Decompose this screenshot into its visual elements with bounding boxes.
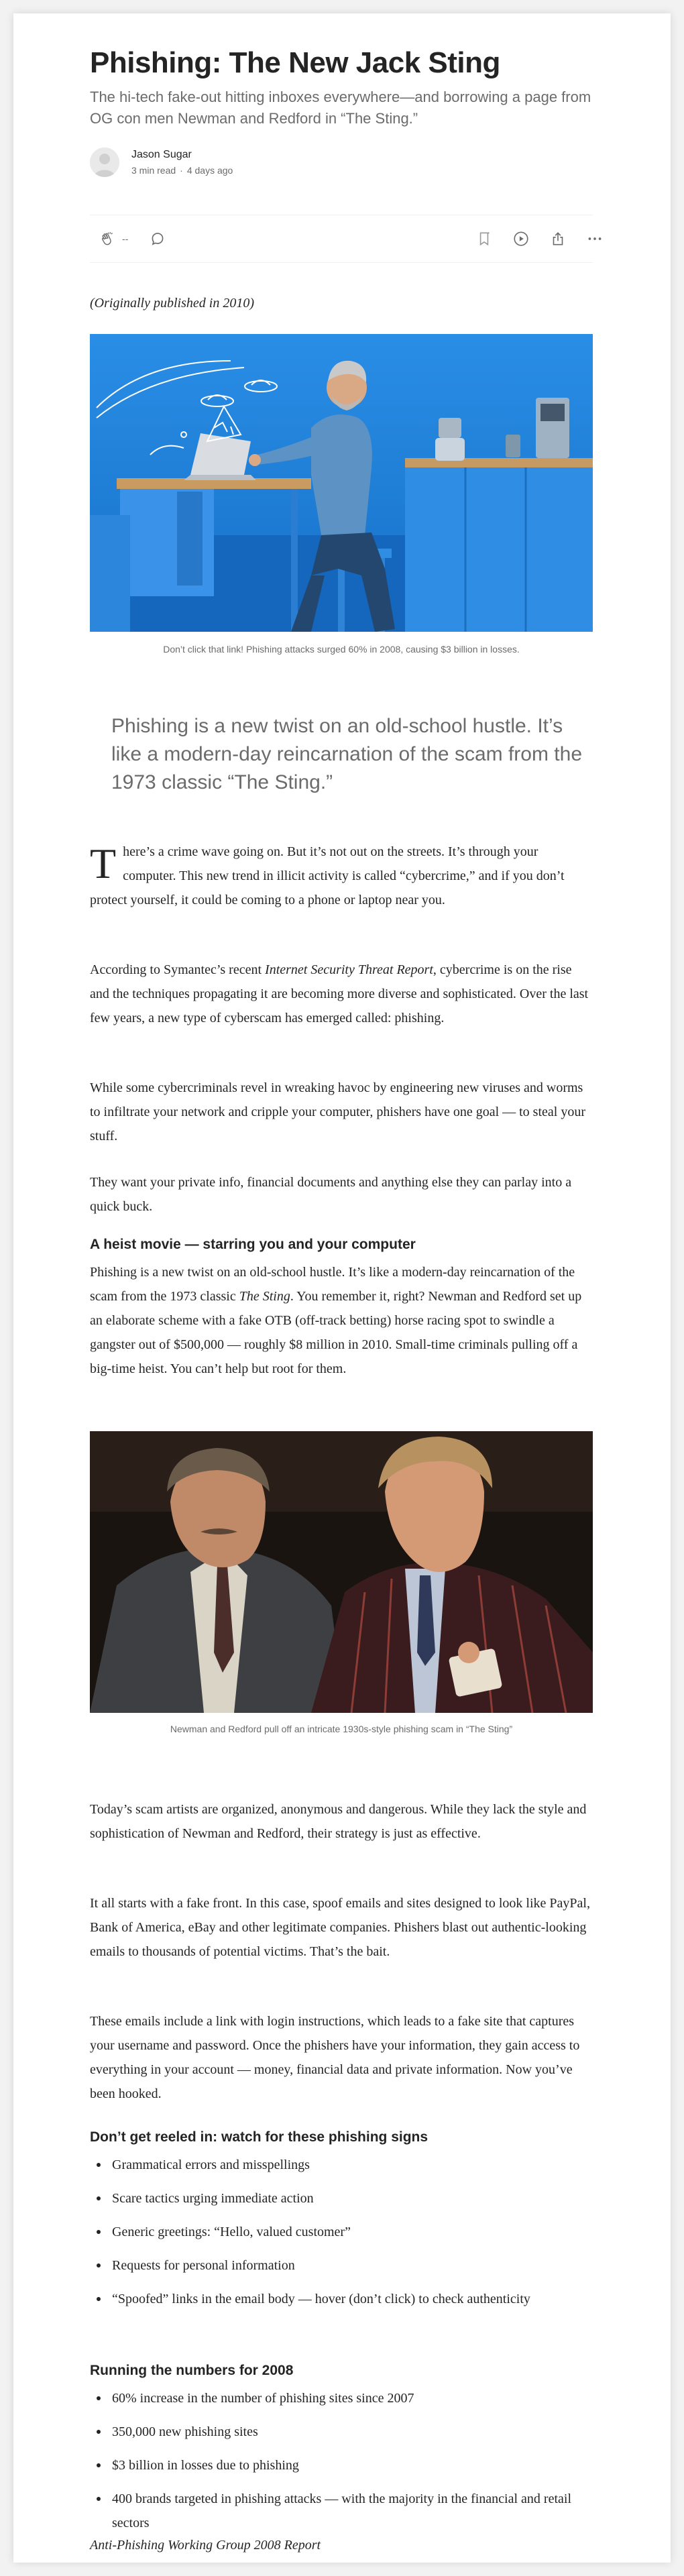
source-citation: Anti-Phishing Working Group 2008 Report — [90, 2538, 321, 2553]
author-block — [90, 148, 593, 185]
sting-image — [90, 1431, 593, 1713]
paragraph-symantec-text-2: , cybercrime is on the rise and the techniques propagating it are becoming more diverse and sophisticated. Over the last few years, a new type of cyberscam has emerged called: phishing. — [90, 962, 589, 1025]
newman-redford-photo — [90, 1431, 593, 1713]
phishing-signs-list — [90, 2153, 593, 2311]
comment-icon — [149, 230, 166, 247]
paragraph-the-sting-text-2: . You remember it, right? Newman and Redford set up an elaborate scheme with a fake OTB (off-track betting) horse racing spot to swindle a gangster out of $500,000 — roughly $8 million in 2010. Small-time criminals pulling off a big-time heist. You can’t help but root for them. — [90, 1289, 582, 1376]
movie-title: The Sting — [239, 1289, 290, 1304]
more-options-button[interactable] — [586, 229, 604, 249]
share-button[interactable] — [549, 229, 567, 249]
list-item: 400 brands targeted in phishing attacks — with the majority in the financial and retail sectors — [90, 2487, 593, 2535]
paragraph-symantec — [90, 958, 593, 1030]
paragraph-cybercriminals: While some cybercriminals revel in wreaking havoc by engineering new viruses and worms to infiltrate your network and cripple your computer, phishers have one goal — to steal your stuff. — [90, 1080, 585, 1143]
share-icon — [549, 230, 567, 247]
publication-note: (Originally published in 2010) — [90, 296, 254, 311]
author-name[interactable]: Jason Sugar — [131, 149, 192, 160]
hero-image-caption: Don’t click that link! Phishing attacks surged 60% in 2008, causing $3 billion in losses. — [163, 644, 520, 655]
list-item: Scare tactics urging immediate action — [90, 2186, 593, 2210]
list-item: “Spoofed” links in the email body — hover (don’t click) to check authenticity — [90, 2287, 593, 2311]
hero-image — [90, 334, 593, 632]
report-title: Internet Security Threat Report — [265, 962, 433, 977]
drop-cap: T — [90, 840, 117, 887]
play-circle-icon — [512, 230, 530, 247]
comment-button[interactable] — [149, 229, 166, 249]
action-bar — [90, 215, 593, 263]
paragraph-intro-text: here’s a crime wave going on. But it’s not out on the streets. It’s through your computer. This new trend in illicit activity is called “cybercrime,” and if you don’t protect yourself, it could be coming to a phone or laptop near you. — [90, 844, 565, 907]
article-title: Phishing: The New Jack Sting — [90, 46, 500, 79]
paragraph-the-sting-text: Phishing is a new twist on an old-school hustle. It’s like a modern-day reincarnation of the scam from the 1973 classic — [90, 1265, 575, 1304]
article-page — [13, 13, 671, 2563]
bookmark-button[interactable] — [475, 229, 493, 249]
list-item: Grammatical errors and misspellings — [90, 2153, 593, 2177]
author-avatar[interactable] — [90, 148, 119, 177]
heading-running-numbers: Running the numbers for 2008 — [90, 2363, 294, 2378]
phishing-stats-list — [90, 2386, 593, 2535]
publish-date: 4 days ago — [186, 165, 233, 176]
pull-quote: Phishing is a new twist on an old-school hustle. It’s like a modern-day reincarnation of the scam from the 1973 classic “The Sting.” — [111, 715, 582, 793]
heading-heist-movie: A heist movie — starring you and your computer — [90, 1237, 416, 1252]
paragraph-private-info: They want your private info, financial documents and anything else they can parlay into a quick buck. — [90, 1175, 572, 1214]
clap-button[interactable] — [99, 229, 128, 249]
list-item: $3 billion in losses due to phishing — [90, 2453, 593, 2477]
author-meta — [131, 165, 233, 176]
paragraph-symantec-text: According to Symantec’s recent — [90, 962, 266, 977]
paragraph-hooked: These emails include a link with login instructions, which leads to a fake site that captures your username and password. Once the phishers have your information, they gain access to everything in your account — money, financial data and private information. Now you’ve been hooked. — [90, 2014, 580, 2101]
paragraph-fake-front: It all starts with a fake front. In this case, spoof emails and sites designed to look like PayPal, Bank of America, eBay and other legitimate companies. Phishers blast out authentic-looking emails to thousands of potential victims. That’s the bait. — [90, 1896, 590, 1959]
blue-kitchen-photo — [90, 334, 593, 632]
more-horizontal-icon — [586, 230, 604, 247]
paragraph-scam-artists: Today’s scam artists are organized, anonymous and dangerous. While they lack the style and sophistication of Newman and Redford, their strategy is just as effective. — [90, 1802, 587, 1841]
read-time: 3 min read — [131, 165, 176, 176]
default-avatar-icon — [90, 148, 119, 177]
paragraph-intro — [90, 840, 593, 912]
clap-count: -- — [122, 233, 129, 244]
list-item: Requests for personal information — [90, 2253, 593, 2278]
list-item: 60% increase in the number of phishing sites since 2007 — [90, 2386, 593, 2410]
article-subtitle: The hi-tech fake-out hitting inboxes everywhere—and borrowing a page from OG con men Newman and Redford in “The Sting.” — [90, 89, 591, 127]
paragraph-the-sting — [90, 1260, 593, 1381]
listen-button[interactable] — [512, 229, 530, 249]
heading-phishing-signs: Don’t get reeled in: watch for these phishing signs — [90, 2129, 429, 2145]
list-item: 350,000 new phishing sites — [90, 2420, 593, 2444]
sting-image-caption: Newman and Redford pull off an intricate 1930s-style phishing scam in “The Sting” — [170, 1724, 513, 1734]
list-item: Generic greetings: “Hello, valued customer” — [90, 2220, 593, 2244]
bookmark-icon — [475, 230, 493, 247]
clap-icon — [99, 230, 117, 247]
meta-separator: · — [180, 165, 183, 176]
